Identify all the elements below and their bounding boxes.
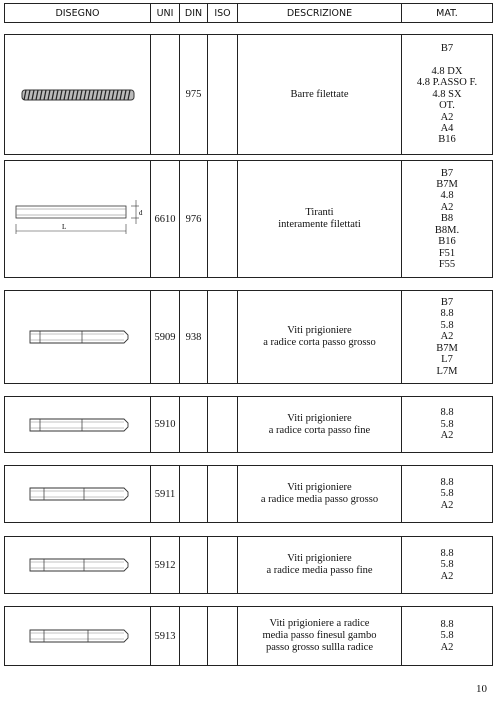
tie-rod-drawing: [10, 194, 146, 244]
header-mat: MAT.: [436, 7, 458, 19]
description: Viti prigioniere a radice media passo grosso: [238, 466, 402, 522]
iso-code: [208, 35, 238, 154]
iso-code: [208, 607, 238, 665]
drawing-tie-rod: [5, 161, 151, 277]
uni-code: 5912: [151, 537, 180, 593]
materials: 8.8 5.8 A2: [440, 618, 454, 653]
description: Viti prigioniere a radice corta passo fine: [238, 397, 402, 452]
table-row: [4, 160, 493, 278]
iso-code: [208, 537, 238, 593]
iso-code: [208, 291, 238, 383]
table-row: [4, 34, 493, 155]
header-iso: ISO: [208, 4, 238, 22]
description: Viti prigioniere a radice corta passo grosso: [238, 291, 402, 383]
page-number: 10: [476, 683, 487, 695]
din-code: [180, 607, 208, 665]
din-code: 976: [180, 161, 208, 277]
stud-drawing: [26, 327, 130, 347]
drawing-stud: [5, 607, 151, 665]
stud-drawing: [26, 484, 130, 504]
materials: 8.8 5.8 A2: [440, 547, 454, 582]
stud-drawing: [26, 626, 130, 646]
drawing-threaded-bar: [5, 35, 151, 154]
iso-code: [208, 397, 238, 452]
table-row: [4, 396, 493, 453]
iso-code: [208, 161, 238, 277]
uni-code: [151, 35, 180, 154]
materials: 8.8 5.8 A2: [440, 476, 454, 511]
din-code: [180, 537, 208, 593]
table-header: [4, 3, 493, 23]
header-descrizione: DESCRIZIONE: [238, 4, 402, 22]
description: Barre filettate: [238, 35, 402, 154]
description: Tiranti interamente filettati: [238, 161, 402, 277]
uni-code: 6610: [151, 161, 180, 277]
din-code: 975: [180, 35, 208, 154]
table-row: [4, 465, 493, 523]
stud-drawing: [26, 555, 130, 575]
header-disegno: DISEGNO: [5, 4, 151, 22]
header-uni: UNI: [151, 4, 180, 22]
table-row: [4, 536, 493, 594]
uni-code: 5911: [151, 466, 180, 522]
drawing-stud: [5, 291, 151, 383]
materials: 8.8 5.8 A2: [440, 407, 454, 442]
description: Viti prigioniere a radice media passo fine: [238, 537, 402, 593]
table-row: [4, 290, 493, 384]
header-din: DIN: [180, 4, 208, 22]
uni-code: 5909: [151, 291, 180, 383]
length-label: L: [61, 223, 66, 231]
uni-code: 5910: [151, 397, 180, 452]
din-code: [180, 397, 208, 452]
stud-drawing: [26, 415, 130, 435]
drawing-stud: [5, 397, 151, 452]
materials: B7 8.8 5.8 A2 B7M L7 L7M: [436, 297, 458, 377]
table-row: [4, 606, 493, 666]
iso-code: [208, 466, 238, 522]
description: Viti prigioniere a radice media passo finesul gambo passo grosso sullla radice: [238, 607, 402, 665]
drawing-stud: [5, 466, 151, 522]
din-code: 938: [180, 291, 208, 383]
uni-code: 5913: [151, 607, 180, 665]
threaded-bar-drawing: [18, 85, 138, 105]
din-code: [180, 466, 208, 522]
materials: B7 4.8 DX 4.8 P.ASSO F. 4.8 SX OT. A2 A4 B16: [416, 43, 478, 146]
materials: B7 B7M 4.8 A2 B8 B8M. B16 F51 F55: [434, 167, 460, 270]
diameter-label: d: [138, 209, 142, 217]
drawing-stud: [5, 537, 151, 593]
